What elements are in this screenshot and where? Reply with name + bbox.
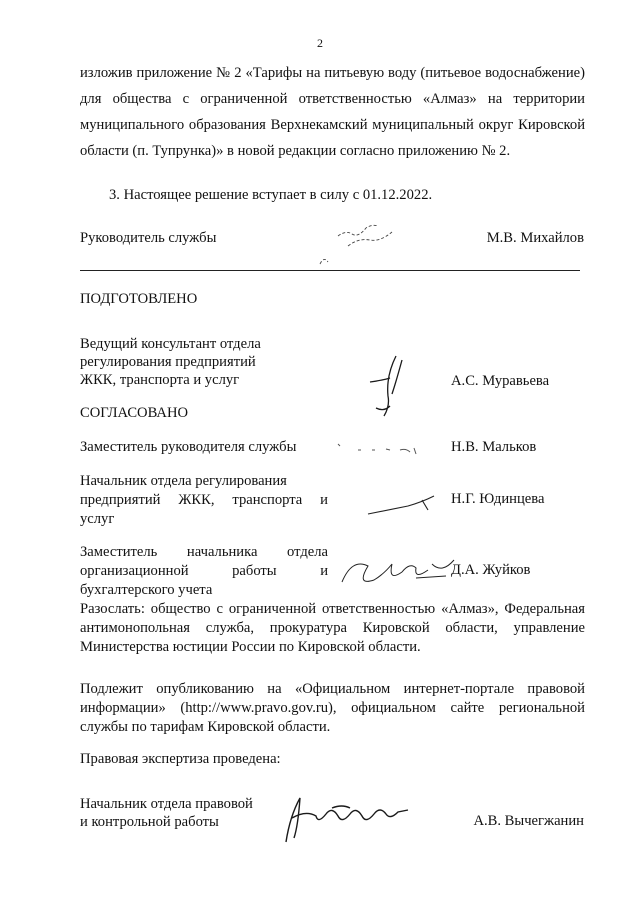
prepared-signature	[366, 352, 416, 422]
legal-name: А.В. Вычегжанин	[473, 813, 584, 829]
prepared-role	[80, 335, 261, 389]
role-line: Начальник отдела регулирования	[80, 473, 287, 489]
role-word: Заместитель	[80, 544, 158, 560]
role-line-justified	[80, 562, 328, 581]
item-3: 3. Настоящее решение вступает в силу с 01.12.2022.	[109, 187, 433, 203]
role-word: работы	[232, 563, 277, 579]
role-word: ЖКК,	[178, 492, 215, 508]
agreed-name-1: Н.В. Мальков	[451, 439, 537, 455]
role-line-justified	[80, 491, 328, 510]
agreed-signature-2	[360, 490, 445, 520]
head-name: М.В. Михайлов	[486, 230, 584, 246]
prepared-heading: ПОДГОТОВЛЕНО	[80, 291, 198, 307]
prepared-name: А.С. Муравьева	[451, 373, 550, 389]
role-word: и	[320, 563, 328, 579]
agreed-role-1	[80, 438, 296, 456]
role-line: регулирования предприятий	[80, 354, 256, 370]
role-line: Начальник отдела правовой	[80, 796, 253, 812]
separator-line	[80, 270, 580, 271]
role-word: предприятий	[80, 492, 161, 508]
role-line: ЖКК, транспорта и услуг	[80, 372, 240, 388]
distribution-paragraph: Разослать: общество с ограниченной ответственностью «Алмаз», Федеральная антимонопольная служба, прокуратура Кировской области, управление Министерства юстиции России по Кировской области.	[80, 601, 585, 655]
role-line: и контрольной работы	[80, 814, 219, 830]
legal-role	[80, 795, 253, 831]
agreed-role-2	[80, 472, 328, 529]
publication-paragraph: Подлежит опубликованию на «Официальном интернет-портале правовой информации» (http://www.pravo.gov.ru), официальном сайте региональной службы по тарифам Кировской области.	[80, 681, 585, 735]
head-role: Руководитель службы	[80, 230, 217, 246]
role-line: бухгалтерского учета	[80, 582, 213, 598]
agreed-signature-1	[338, 440, 428, 460]
role-word: транспорта	[232, 492, 303, 508]
role-word: отдела	[287, 544, 328, 560]
intro-paragraph: изложив приложение № 2 «Тарифы на питьевую воду (питьевое водоснабжение) для общества с ограниченной ответственностью «Алмаз» на территории муниципального образования Верхнекамский муниципальный округ Кировской области (п. Тупрунка)» в новой редакции согласно приложению № 2.	[80, 65, 585, 159]
role-line-justified	[80, 543, 328, 562]
role-line: Ведущий консультант отдела	[80, 336, 261, 352]
page-number: 2	[317, 36, 323, 50]
role-word: и	[320, 492, 328, 508]
role-word: организационной	[80, 563, 189, 579]
agreed-signature-3	[336, 548, 466, 593]
agreed-heading: СОГЛАСОВАНО	[80, 405, 189, 421]
agreed-name-2: Н.Г. Юдинцева	[451, 491, 545, 507]
agreed-name-3: Д.А. Жуйков	[451, 562, 531, 578]
role-word: начальника	[186, 544, 258, 560]
legal-review: Правовая экспертиза проведена:	[80, 751, 281, 767]
legal-signature	[272, 788, 432, 848]
role-line: услуг	[80, 511, 115, 527]
agreed-role-3	[80, 543, 328, 600]
role-line: Заместитель руководителя службы	[80, 439, 297, 455]
head-signature-mark	[308, 218, 418, 270]
